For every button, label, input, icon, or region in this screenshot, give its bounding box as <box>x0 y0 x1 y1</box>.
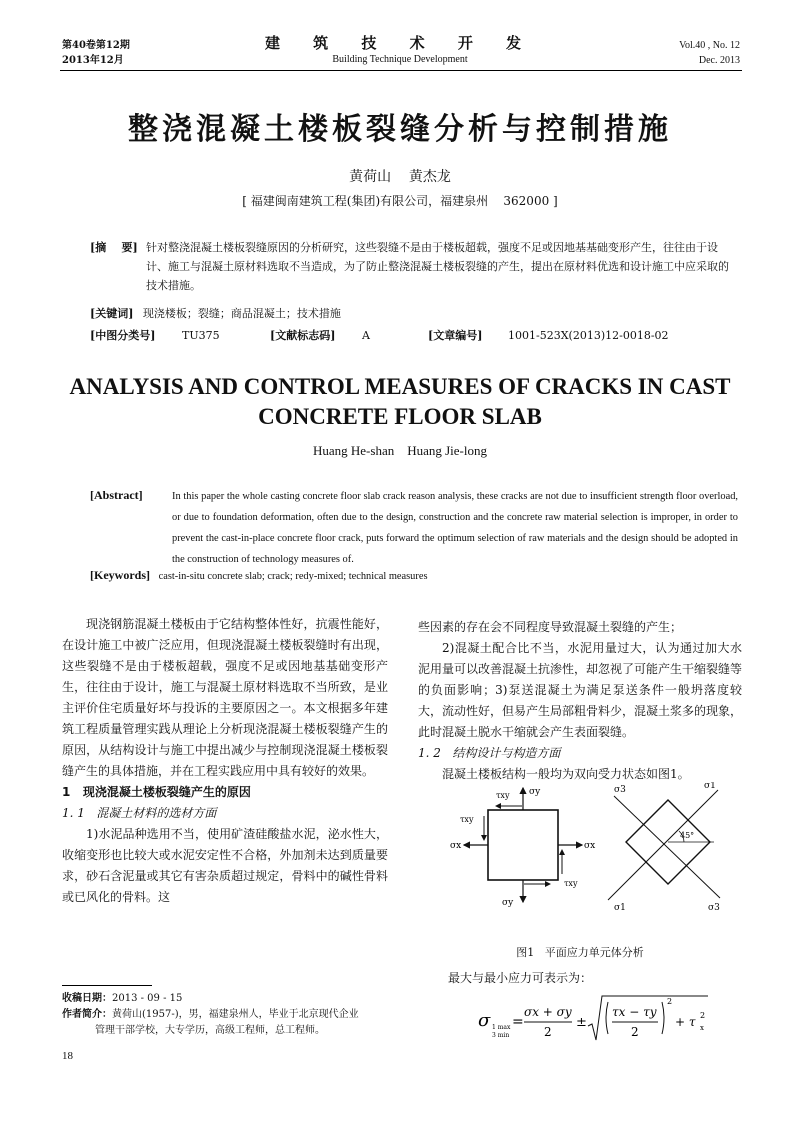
tau-xy-right-label: τxy <box>564 879 578 888</box>
paper-title-en <box>0 372 800 432</box>
section-1-1-paragraph: 1)水泥品种选用不当，使用矿渣硅酸盐水泥，泌水性大，收缩变形也比较大或水泥安定性不合格，外加剂未达到质量要求，砂石含泥量或其它有害杂质超过规定，骨料中的碱性骨料或已风化的骨料。这 <box>62 827 388 904</box>
formula-den2: 2 <box>631 1025 639 1039</box>
page-number: 18 <box>62 1050 73 1062</box>
header-volume-cn: 第40卷第12期 <box>62 40 130 51</box>
section-1-2-paragraph: 混凝土楼板结构一般均为双向受力状态如图1。 <box>442 767 690 781</box>
principal-stress-formula <box>472 992 712 1052</box>
stress-element-square <box>488 810 558 880</box>
affiliation-cn: [ 福建闽南建筑工程(集团)有限公司，福建泉州 362000 ] <box>242 194 558 208</box>
clc-label: [中图分类号] <box>90 329 156 342</box>
svg-text:=: = <box>512 1014 524 1030</box>
tau-xy-top-label: τxy <box>496 791 510 800</box>
sigma-x-right-label: σx <box>584 841 596 851</box>
formula-intro: 最大与最小应力可表示为： <box>448 971 593 985</box>
keywords-cn <box>90 304 738 323</box>
header-date-cn: 2013年12月 <box>62 55 124 66</box>
sigma-y-bottom-label: σy <box>502 898 514 908</box>
sigma-1-bottom-label: σ1 <box>614 903 626 913</box>
doc-code-label: [文献标志码] <box>270 329 336 342</box>
formula-square-2: 2 <box>700 1011 706 1020</box>
abstract-en-text: In this paper the whole casting concrete floor slab crack reason analysis, these cracks are not due to insufficient strength floor overload, or due to foundation deformation, often due to the design, construction and the concrete raw material selection is improper, in order to prevent the cast-in-place concrete floor crack, puts forward the optimum selection of raw materials and the design should be adopted in the construction of technology measures of. <box>172 491 738 565</box>
formula-plus-tau: + τ <box>675 1015 696 1029</box>
abstract-en-label: [Abstract] <box>90 488 143 502</box>
journal-name-en: Building Technique Development <box>332 54 468 65</box>
paper-title-cn: 整浇混凝土楼板裂缝分析与控制措施 <box>128 112 672 147</box>
formula-num1: σx + σy <box>524 1005 572 1019</box>
formula-sub-max: 1 max <box>492 1024 511 1031</box>
sigma-3-top-label: σ3 <box>614 785 626 795</box>
footnote-rule <box>62 985 152 986</box>
authors-cn: 黄荷山 黄杰龙 <box>349 169 451 185</box>
journal-name-cn: 建 筑 技 术 开 发 <box>264 34 536 52</box>
header-rule <box>60 70 742 71</box>
author-bio-line2: 管理干部学校，大专学历，高级工程师，总工程师。 <box>95 1025 325 1036</box>
article-no-label: [文章编号] <box>428 329 483 342</box>
sigma-3-bottom-label: σ3 <box>708 903 720 913</box>
intro-paragraph: 现浇钢筋混凝土楼板由于它结构整体性好，抗震性能好，在设计施工中被广泛应用，但现浇混凝土楼板裂缝时有出现，这些裂缝不是由于楼板超载，强度不足或因地基基础变形产生，往往由于设计，施工与混凝土原材料选取不当所致，是业主评价住宅质量好坏与投诉的主要原因之一。本文根据多年建筑工程质量管理实践从理论上分析现浇混凝土楼板裂缝产生的原因，从结构设计与施工中提出减少与控制现浇混凝土楼板裂缝产生的具体措施，并在工程实践应用中具有较好的效果。 <box>62 617 388 778</box>
keywords-en-label: [Keywords] <box>90 568 150 582</box>
figure-1-caption: 图1 平面应力单元体分析 <box>516 946 644 959</box>
formula-square-1: 2 <box>667 997 673 1006</box>
keywords-en-text: cast-in-situ concrete slab; crack; redy-mixed; technical measures <box>158 571 428 582</box>
formula-sigma: σ <box>478 1010 491 1031</box>
footnote <box>62 991 392 1039</box>
paper-title-en-line1: ANALYSIS AND CONTROL MEASURES OF CRACKS IN CAST <box>69 374 731 399</box>
mix-ratio-paragraph: 2)混凝土配合比不当，水泥用量过大，认为通过加大水泥用量可以改善混凝土抗渗性，却忽视了可能产生干缩裂缝等的负面影响；3)泵送混凝土为满足泵送条件一般坍落度较大，流动性好，但易产生局部粗骨料少，混凝土浆多的现象，此时混凝土脱水干缩就会产生表面裂缝。 <box>418 641 743 739</box>
formula-den1: 2 <box>544 1025 552 1039</box>
tau-xy-left-label: τxy <box>460 815 474 824</box>
article-no-value: 1001-523X(2013)12-0018-02 <box>508 329 669 342</box>
header-volume-en-block <box>679 38 740 68</box>
abstract-cn-text: 针对整浇混凝土楼板裂缝原因的分析研究，这些裂缝不是由于楼板超载，强度不足或因地基基础变形产生，往往由于设计、施工与混凝土原材料选取不当造成，为了防止整浇混凝土楼板裂缝的产生，提出在原材料优选和设计施工中应采取的技术措施。 <box>146 241 729 292</box>
authors-en: Huang He-shan Huang Jie-long <box>312 443 487 458</box>
body-column-right <box>418 617 742 785</box>
sigma-x-left-label: σx <box>450 841 462 851</box>
abstract-cn <box>90 238 738 292</box>
author-bio-label: 作者简介： <box>62 1009 112 1020</box>
received-date: 2013 - 09 - 15 <box>112 993 183 1004</box>
sigma-1-top-label: σ1 <box>704 782 716 791</box>
formula-pm: ± <box>576 1015 587 1030</box>
sigma-y-top-label: σy <box>529 787 541 797</box>
keywords-cn-text: 现浇楼板；裂缝；商品混凝土；技术措施 <box>142 307 341 320</box>
figure-plane-stress-element <box>418 782 742 932</box>
keywords-en <box>90 565 738 587</box>
clc-value: TU375 <box>182 329 220 342</box>
author-bio-line1: 黄荷山(1957-)，男，福建泉州人，毕业于北京现代企业 <box>112 1009 359 1020</box>
body-column-left <box>62 614 388 908</box>
received-label: 收稿日期： <box>62 993 112 1004</box>
formula-sub-x: x <box>700 1024 704 1032</box>
section-1-2-heading: 1. 2 结构设计与构造方面 <box>418 746 561 760</box>
keywords-cn-label: [关键词] <box>90 307 134 320</box>
continued-paragraph: 些因素的存在会不同程度导致混凝土裂缝的产生； <box>418 620 683 634</box>
header-volume-en: Vol.40 , No. 12 <box>679 40 740 51</box>
formula-num2: τx − τy <box>612 1005 657 1019</box>
section-1-heading: 1 现浇混凝土楼板裂缝产生的原因 <box>62 785 251 799</box>
paper-title-en-line2: CONCRETE FLOOR SLAB <box>258 404 542 429</box>
section-1-1-heading: 1. 1 混凝土材料的选材方面 <box>62 806 217 820</box>
header-date-en: Dec. 2013 <box>698 55 740 66</box>
angle-label: 45° <box>680 831 695 840</box>
formula-sub-min: 3 min <box>492 1032 510 1039</box>
abstract-cn-label: [摘 要] <box>90 241 138 254</box>
doc-code-value: A <box>362 329 370 342</box>
